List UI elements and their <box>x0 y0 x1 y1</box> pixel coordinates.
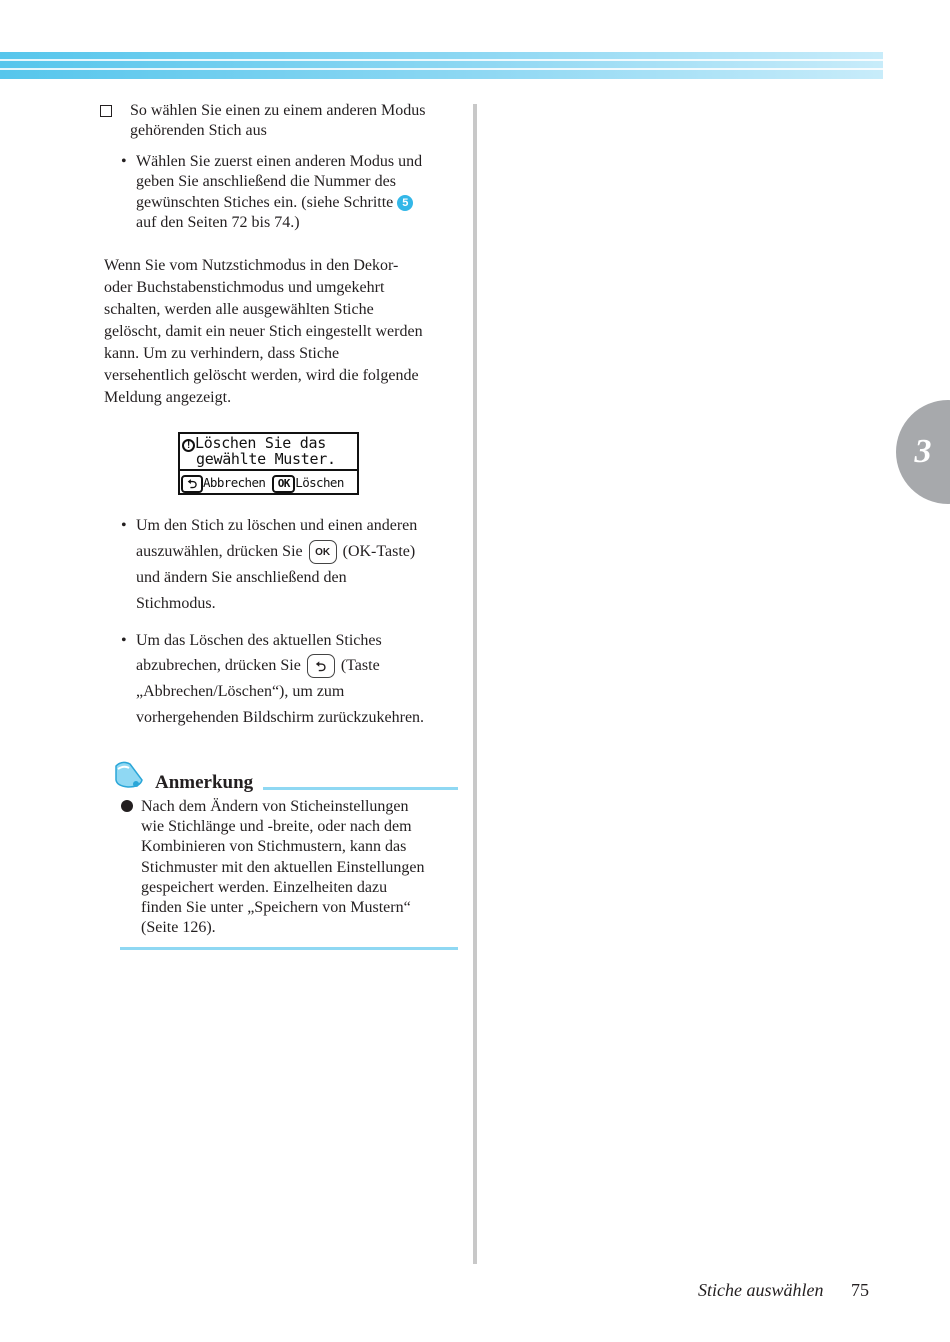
bullet-line: auf den Seiten 72 bis 74.) <box>136 214 300 231</box>
header-band <box>0 52 883 79</box>
paragraph-line: oder Buchstabenstichmodus und umgekehrt <box>104 279 385 296</box>
note-bell-icon <box>112 760 146 790</box>
footer-section-title: Stiche auswählen <box>698 1280 824 1300</box>
chapter-tab <box>896 400 950 504</box>
note-bullet-dot <box>121 800 133 812</box>
bullet-text: abzubrechen, drücken Sie <box>136 657 301 674</box>
section-heading-line: gehörenden Stich aus <box>130 122 267 139</box>
note-line: wie Stichlänge und -breite, oder nach dem <box>141 818 412 835</box>
bullet-text: auszuwählen, drücken Sie <box>136 543 303 560</box>
note-line: Kombinieren von Stichmustern, kann das <box>141 838 407 855</box>
paragraph-line: versehentlich gelöscht werden, wird die folgende <box>104 367 419 384</box>
lcd-text: gewählte Muster. <box>196 450 336 468</box>
paragraph-line: schalten, werden alle ausgewählten Stiche <box>104 301 374 318</box>
page-number: 75 <box>851 1280 869 1300</box>
note-line: gespeichert werden. Einzelheiten dazu <box>141 879 388 896</box>
back-arrow-icon: ⮌ <box>181 475 203 493</box>
paragraph-line: Wenn Sie vom Nutzstichmodus in den Dekor- <box>104 257 399 274</box>
bullet-dot: • <box>121 632 127 649</box>
bullet-text: gewünschten Stiches ein. (siehe Schritte <box>136 194 394 211</box>
header-stripe <box>0 68 883 70</box>
note-line: (Seite 126). <box>141 919 216 936</box>
bullet-line <box>136 653 380 679</box>
lcd-delete-label: Löschen <box>295 475 344 490</box>
checkbox-heading-icon <box>100 105 112 117</box>
paragraph-line: Meldung angezeigt. <box>104 389 232 406</box>
bullet-line: vorhergehenden Bildschirm zurückzukehren. <box>136 709 425 726</box>
chapter-number: 3 <box>914 433 932 470</box>
note-line: finden Sie unter „Speichern von Mustern“ <box>141 899 411 916</box>
lcd-button-row <box>181 472 357 493</box>
bullet-line: Um das Löschen des aktuellen Stiches <box>136 632 382 649</box>
lcd-cancel-label: Abbrechen <box>203 475 266 490</box>
bullet-text: (OK-Taste) <box>342 543 416 560</box>
note-title: Anmerkung <box>155 772 254 793</box>
bullet-dot: • <box>121 517 127 534</box>
lcd-ok-key: OK <box>272 475 295 493</box>
lcd-text: Löschen Sie das <box>195 434 326 452</box>
paragraph-line: kann. Um zu verhindern, dass Stiche <box>104 345 340 362</box>
bullet-line: und ändern Sie anschließend den <box>136 569 347 586</box>
bullet-line: Stichmodus. <box>136 595 216 612</box>
warning-icon: ! <box>182 439 195 452</box>
bullet-line <box>136 193 413 213</box>
bullet-line <box>136 539 415 565</box>
ok-key-icon: OK <box>309 540 337 564</box>
lcd-message-screen <box>178 432 359 495</box>
bullet-dot: • <box>121 153 127 170</box>
bullet-line: „Abbrechen/Löschen“), um zum <box>136 683 345 700</box>
bullet-line: geben Sie anschließend die Nummer des <box>136 173 396 190</box>
bullet-line: Um den Stich zu löschen und einen anderen <box>136 517 418 534</box>
note-bottom-rule <box>120 947 458 950</box>
bullet-text: (Taste <box>340 657 380 674</box>
step-number-badge: 5 <box>397 195 413 211</box>
header-stripe <box>0 59 883 61</box>
note-line: Stichmuster mit den aktuellen Einstellungen <box>141 859 425 876</box>
lcd-separator <box>180 469 357 471</box>
paragraph-line: gelöscht, damit ein neuer Stich eingestellt werden <box>104 323 423 340</box>
back-key-icon: ⮌ <box>307 654 335 678</box>
note-title-rule <box>263 787 458 790</box>
column-divider <box>473 104 477 1264</box>
bullet-line: Wählen Sie zuerst einen anderen Modus und <box>136 153 423 170</box>
section-heading-line: So wählen Sie einen zu einem anderen Modus <box>130 102 426 119</box>
note-line: Nach dem Ändern von Sticheinstellungen <box>141 798 409 815</box>
